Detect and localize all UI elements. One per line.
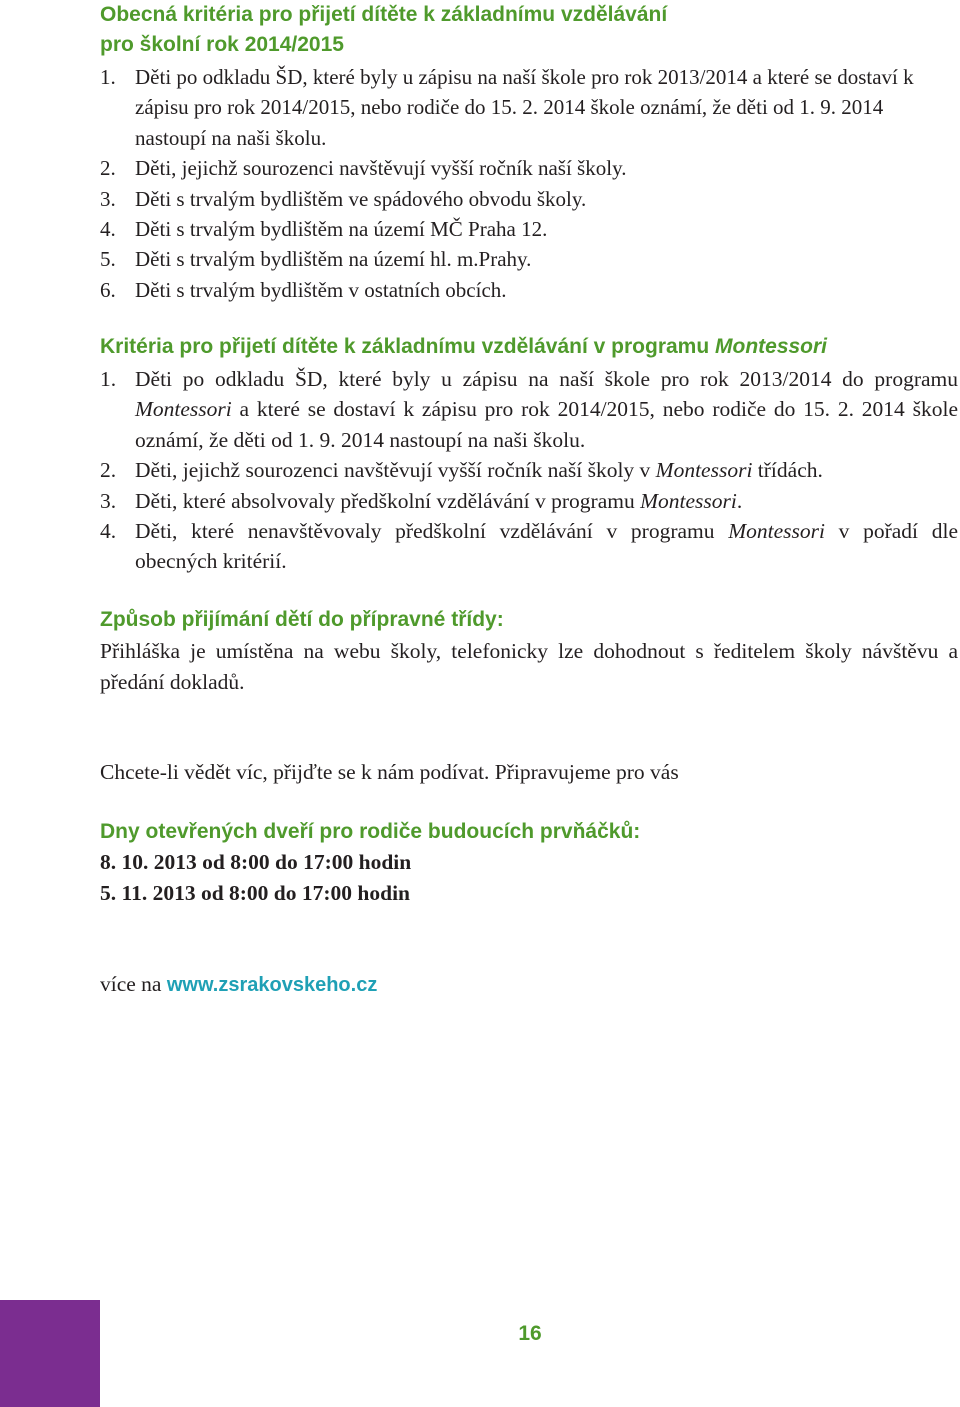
general-criteria-list: [100, 62, 958, 305]
list-item: 3. Děti s trvalým bydlištěm ve spádového obvodu školy.: [100, 186, 587, 211]
list-item: 4. Děti s trvalým bydlištěm na území MČ Praha 12.: [100, 217, 548, 242]
list-item: 4. Děti, které nenavštěvovaly předškolní vzdělávání v programu Montessori v pořadí dle obecných kritérií.: [100, 519, 958, 574]
page-corner-accent: [0, 1300, 100, 1407]
section-open-days: [100, 817, 958, 908]
more-info: více na www.zsrakovskeho.cz: [100, 972, 378, 996]
list-item: 3. Děti, které absolvovaly předškolní vzdělávání v programu Montessori.: [100, 488, 743, 513]
list-item: 2. Děti, jejichž sourozenci navštěvují vyšší ročník naší školy v Montessori třídách.: [100, 458, 823, 483]
montessori-criteria-heading: Kritéria pro přijetí dítěte k základnímu vzdělávání v programu Montessori: [100, 335, 828, 358]
open-days-heading: Dny otevřených dveří pro rodiče budoucích prvňáčků:: [100, 820, 641, 843]
invitation-text: Chcete-li vědět víc, přijďte se k nám podívat. Připravujeme pro vás: [100, 760, 679, 784]
list-item: 6. Děti s trvalým bydlištěm v ostatních obcích.: [100, 277, 507, 302]
open-day-date: 8. 10. 2013 od 8:00 do 17:00 hodin: [100, 850, 412, 874]
website-link[interactable]: www.zsrakovskeho.cz: [166, 974, 378, 996]
preparatory-class-text: Přihláška je umístěna na webu školy, telefonicky lze dohodnout s ředitelem školy návštěvu a předání dokladů.: [100, 639, 958, 694]
list-item: 5. Děti s trvalým bydlištěm na území hl. m.Prahy.: [100, 247, 532, 272]
page-number: 16: [518, 1322, 542, 1345]
general-criteria-title-line1: Obecná kritéria pro přijetí dítěte k základnímu vzdělávání: [100, 3, 668, 26]
list-item: 2. Děti, jejichž sourozenci navštěvují vyšší ročník naší školy.: [100, 156, 627, 181]
list-item: 1. Děti po odkladu ŠD, které byly u zápisu na naší škole pro rok 2013/2014 do programu Montessori a které se dostaví k zápisu pro rok 2014/2015, nebo rodiče do 15. 2. 2014 škole oznámí, že děti od 1. 9. 2014 nastoupí na naši školu.: [100, 367, 958, 452]
section-montessori-criteria: [100, 332, 958, 577]
preparatory-class-heading: Způsob přijímání dětí do přípravné třídy:: [100, 608, 504, 631]
section-general-criteria: [100, 0, 958, 305]
list-item: 1. Děti po odkladu ŠD, které byly u zápisu na naší škole pro rok 2013/2014 a které se dostaví k zápisu pro rok 2014/2015, nebo rodiče do 15. 2. 2014 škole oznámí, že děti od 1. 9. 2014 nastoupí na naši školu.: [100, 65, 914, 150]
montessori-criteria-list: [100, 364, 958, 577]
open-day-date: 5. 11. 2013 od 8:00 do 17:00 hodin: [100, 880, 411, 905]
section-preparatory-class: [100, 605, 958, 697]
general-criteria-title-line2: pro školní rok 2014/2015: [100, 33, 344, 56]
general-criteria-heading: [100, 0, 958, 60]
